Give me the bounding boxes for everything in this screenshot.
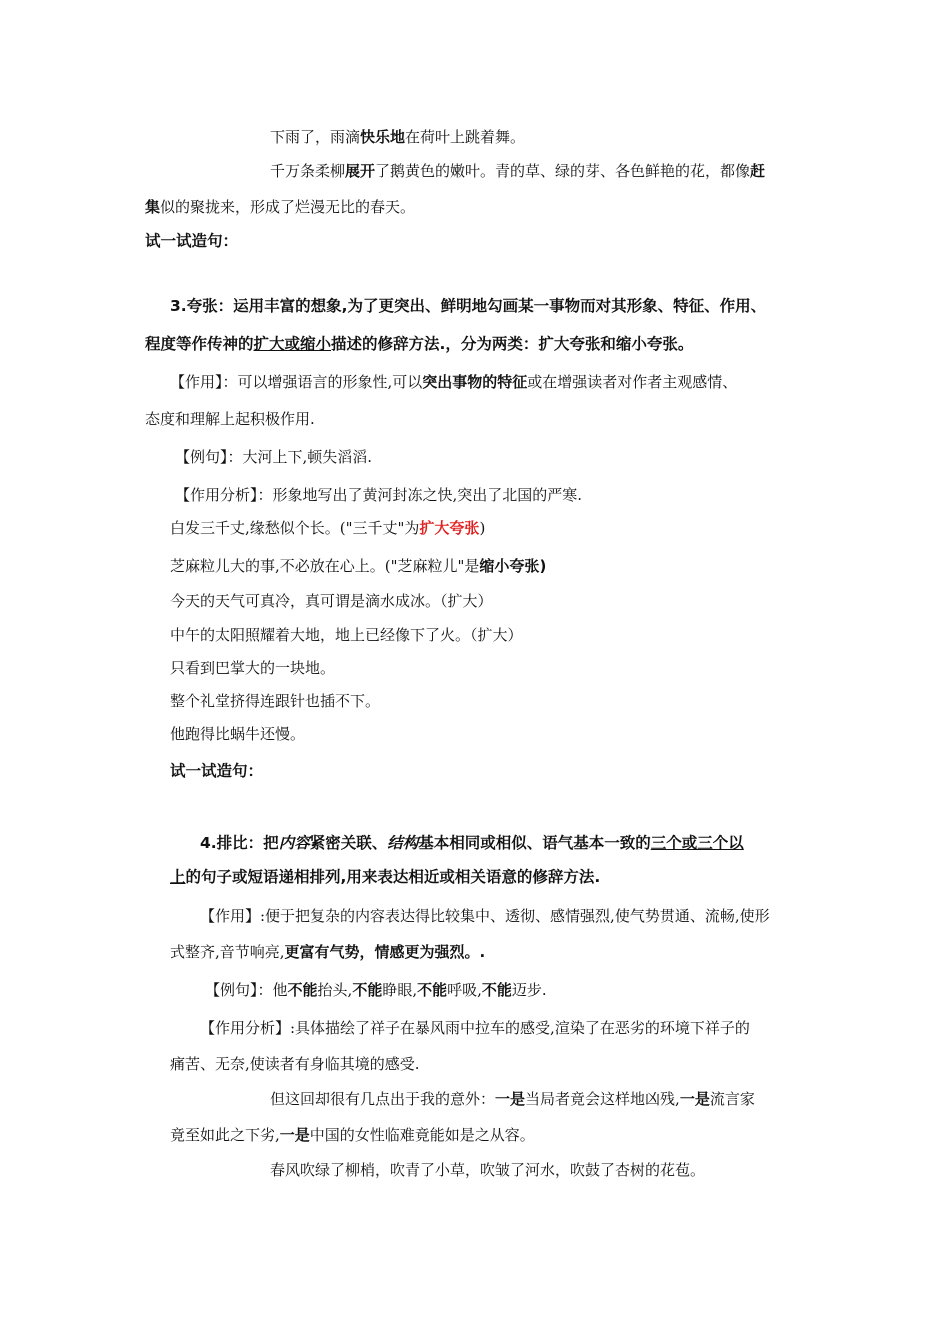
section-3-heading-line1 bbox=[170, 296, 766, 316]
section-4-heading-line1 bbox=[200, 833, 744, 853]
underlined-text: 三个或三个以 bbox=[650, 834, 744, 852]
text: ) bbox=[479, 519, 486, 537]
hyperbole-example-7: 他跑得比蜗牛还慢。 bbox=[170, 725, 306, 743]
bold-text: 不能 bbox=[352, 981, 383, 999]
section-4-example bbox=[205, 980, 547, 1000]
section-3-analysis: 【作用分析】：形象地写出了黄河封冻之快,突出了北国的严寒. bbox=[175, 486, 583, 504]
bold-text: 赶 bbox=[750, 162, 766, 180]
underlined-text: 扩大或缩小 bbox=[253, 335, 332, 353]
try-sentence-label: 试一试造句： bbox=[170, 762, 264, 780]
text: 【例句】：他 bbox=[205, 981, 288, 999]
text: 式整齐,音节响亮, bbox=[170, 943, 285, 961]
parallelism-example-1-line2 bbox=[170, 1125, 535, 1145]
text: ) bbox=[539, 557, 547, 575]
hyperbole-example-4: 中午的太阳照耀着大地，地上已经像下了火。（扩大） bbox=[170, 626, 523, 644]
text: 迈步. bbox=[511, 981, 547, 999]
bold-text: 不能 bbox=[481, 981, 512, 999]
bold-text: 一是 bbox=[495, 1090, 526, 1108]
text: 呼吸, bbox=[447, 981, 482, 999]
text: 下雨了，雨滴 bbox=[270, 128, 361, 146]
italic-text: 内容 bbox=[278, 834, 310, 852]
heading-text: 基本相同或相似、语气基本一致的 bbox=[418, 834, 651, 852]
bold-text: 快乐地 bbox=[360, 128, 406, 146]
hyperbole-example-3: 今天的天气可真冷，真可谓是滴水成冰。（扩大） bbox=[170, 592, 493, 610]
section-3-function-line2: 态度和理解上起积极作用. bbox=[145, 410, 315, 428]
hyperbole-example-1 bbox=[170, 518, 485, 538]
hyperbole-example-6: 整个礼堂挤得连跟针也插不下。 bbox=[170, 692, 381, 710]
bold-text: 一是 bbox=[279, 1126, 310, 1144]
bold-text: 不能 bbox=[417, 981, 448, 999]
bold-text: 缩小夸张 bbox=[479, 557, 540, 575]
bold-text: 突出事物的特征 bbox=[422, 373, 528, 391]
example-rain bbox=[270, 127, 525, 147]
example-willow-line2 bbox=[145, 197, 415, 217]
bold-text: 不能 bbox=[287, 981, 318, 999]
section-4-analysis-line1: 【作用分析】:具体描绘了祥子在暴风雨中拉车的感受,渲染了在恶劣的环境下祥子的 bbox=[200, 1019, 750, 1037]
section-4-function-line2 bbox=[170, 942, 485, 962]
text: 或在增强读者对作者主观感情、 bbox=[527, 373, 738, 391]
text: 芝麻粒儿大的事,不必放在心上。("芝麻粒儿"是 bbox=[170, 557, 480, 575]
text: 但这回却很有几点出于我的意外： bbox=[270, 1090, 496, 1108]
heading-text: 描述的修辞方法.，分为两类：扩大夸张和缩小夸张。 bbox=[331, 335, 694, 353]
example-willow-line1 bbox=[270, 161, 765, 181]
italic-text: 结构 bbox=[387, 834, 419, 852]
section-3-heading-line2 bbox=[145, 334, 693, 354]
parallelism-example-1-line1 bbox=[270, 1089, 755, 1109]
text: 抬头, bbox=[317, 981, 353, 999]
section-3-function-line1 bbox=[170, 372, 737, 392]
text: 竟至如此之下劣, bbox=[170, 1126, 280, 1144]
text: 似的聚拢来，形成了烂漫无比的春天。 bbox=[160, 198, 416, 216]
bold-text: 一是 bbox=[679, 1090, 710, 1108]
text: 流言家 bbox=[709, 1090, 755, 1108]
heading-text: 紧密关联、 bbox=[309, 834, 388, 852]
section-4-analysis-line2: 痛苦、无奈,使读者有身临其境的感受. bbox=[170, 1055, 420, 1073]
red-bold-text: 扩大夸张 bbox=[419, 519, 480, 537]
section-3-example: 【例句】：大河上下,顿失滔滔. bbox=[175, 448, 373, 466]
text: 白发三千丈,缘愁似个长。("三千丈"为 bbox=[170, 519, 420, 537]
bold-text: 展开 bbox=[345, 162, 376, 180]
bold-text: 更富有气势，情感更为强烈。. bbox=[284, 943, 486, 961]
text: 【作用】：可以增强语言的形象性,可以 bbox=[170, 373, 423, 391]
text: 睁眼, bbox=[382, 981, 418, 999]
heading-text: 的句子或短语递相排列,用来表达相近或相关语意的修辞方法. bbox=[185, 868, 601, 886]
text: 千万条柔柳 bbox=[270, 162, 346, 180]
hyperbole-example-5: 只看到巴掌大的一块地。 bbox=[170, 659, 336, 677]
parallelism-example-2: 春风吹绿了柳梢，吹青了小草，吹皱了河水，吹鼓了杏树的花苞。 bbox=[270, 1161, 706, 1179]
try-sentence-label: 试一试造句： bbox=[145, 232, 239, 250]
heading-text: 3.夸张：运用丰富的想象,为了更突出、鲜明地勾画某一事物而对其形象、特征、作用、 bbox=[170, 297, 767, 315]
text: 当局者竟会这样地凶残, bbox=[525, 1090, 680, 1108]
bold-text: 集 bbox=[145, 198, 161, 216]
hyperbole-example-2 bbox=[170, 556, 546, 576]
underlined-text: 上 bbox=[170, 868, 186, 886]
text: 在荷叶上跳着舞。 bbox=[405, 128, 526, 146]
text: 了鹅黄色的嫩叶。青的草、绿的芽、各色鲜艳的花，都像 bbox=[375, 162, 751, 180]
heading-text: 4.排比：把 bbox=[200, 834, 279, 852]
text: 中国的女性临难竟能如是之从容。 bbox=[309, 1126, 535, 1144]
section-4-function-line1: 【作用】:便于把复杂的内容表达得比较集中、透彻、感情强烈,使气势贯通、流畅,使形 bbox=[200, 907, 770, 925]
heading-text: 程度等作传神的 bbox=[145, 335, 254, 353]
section-4-heading-line2 bbox=[170, 867, 600, 887]
